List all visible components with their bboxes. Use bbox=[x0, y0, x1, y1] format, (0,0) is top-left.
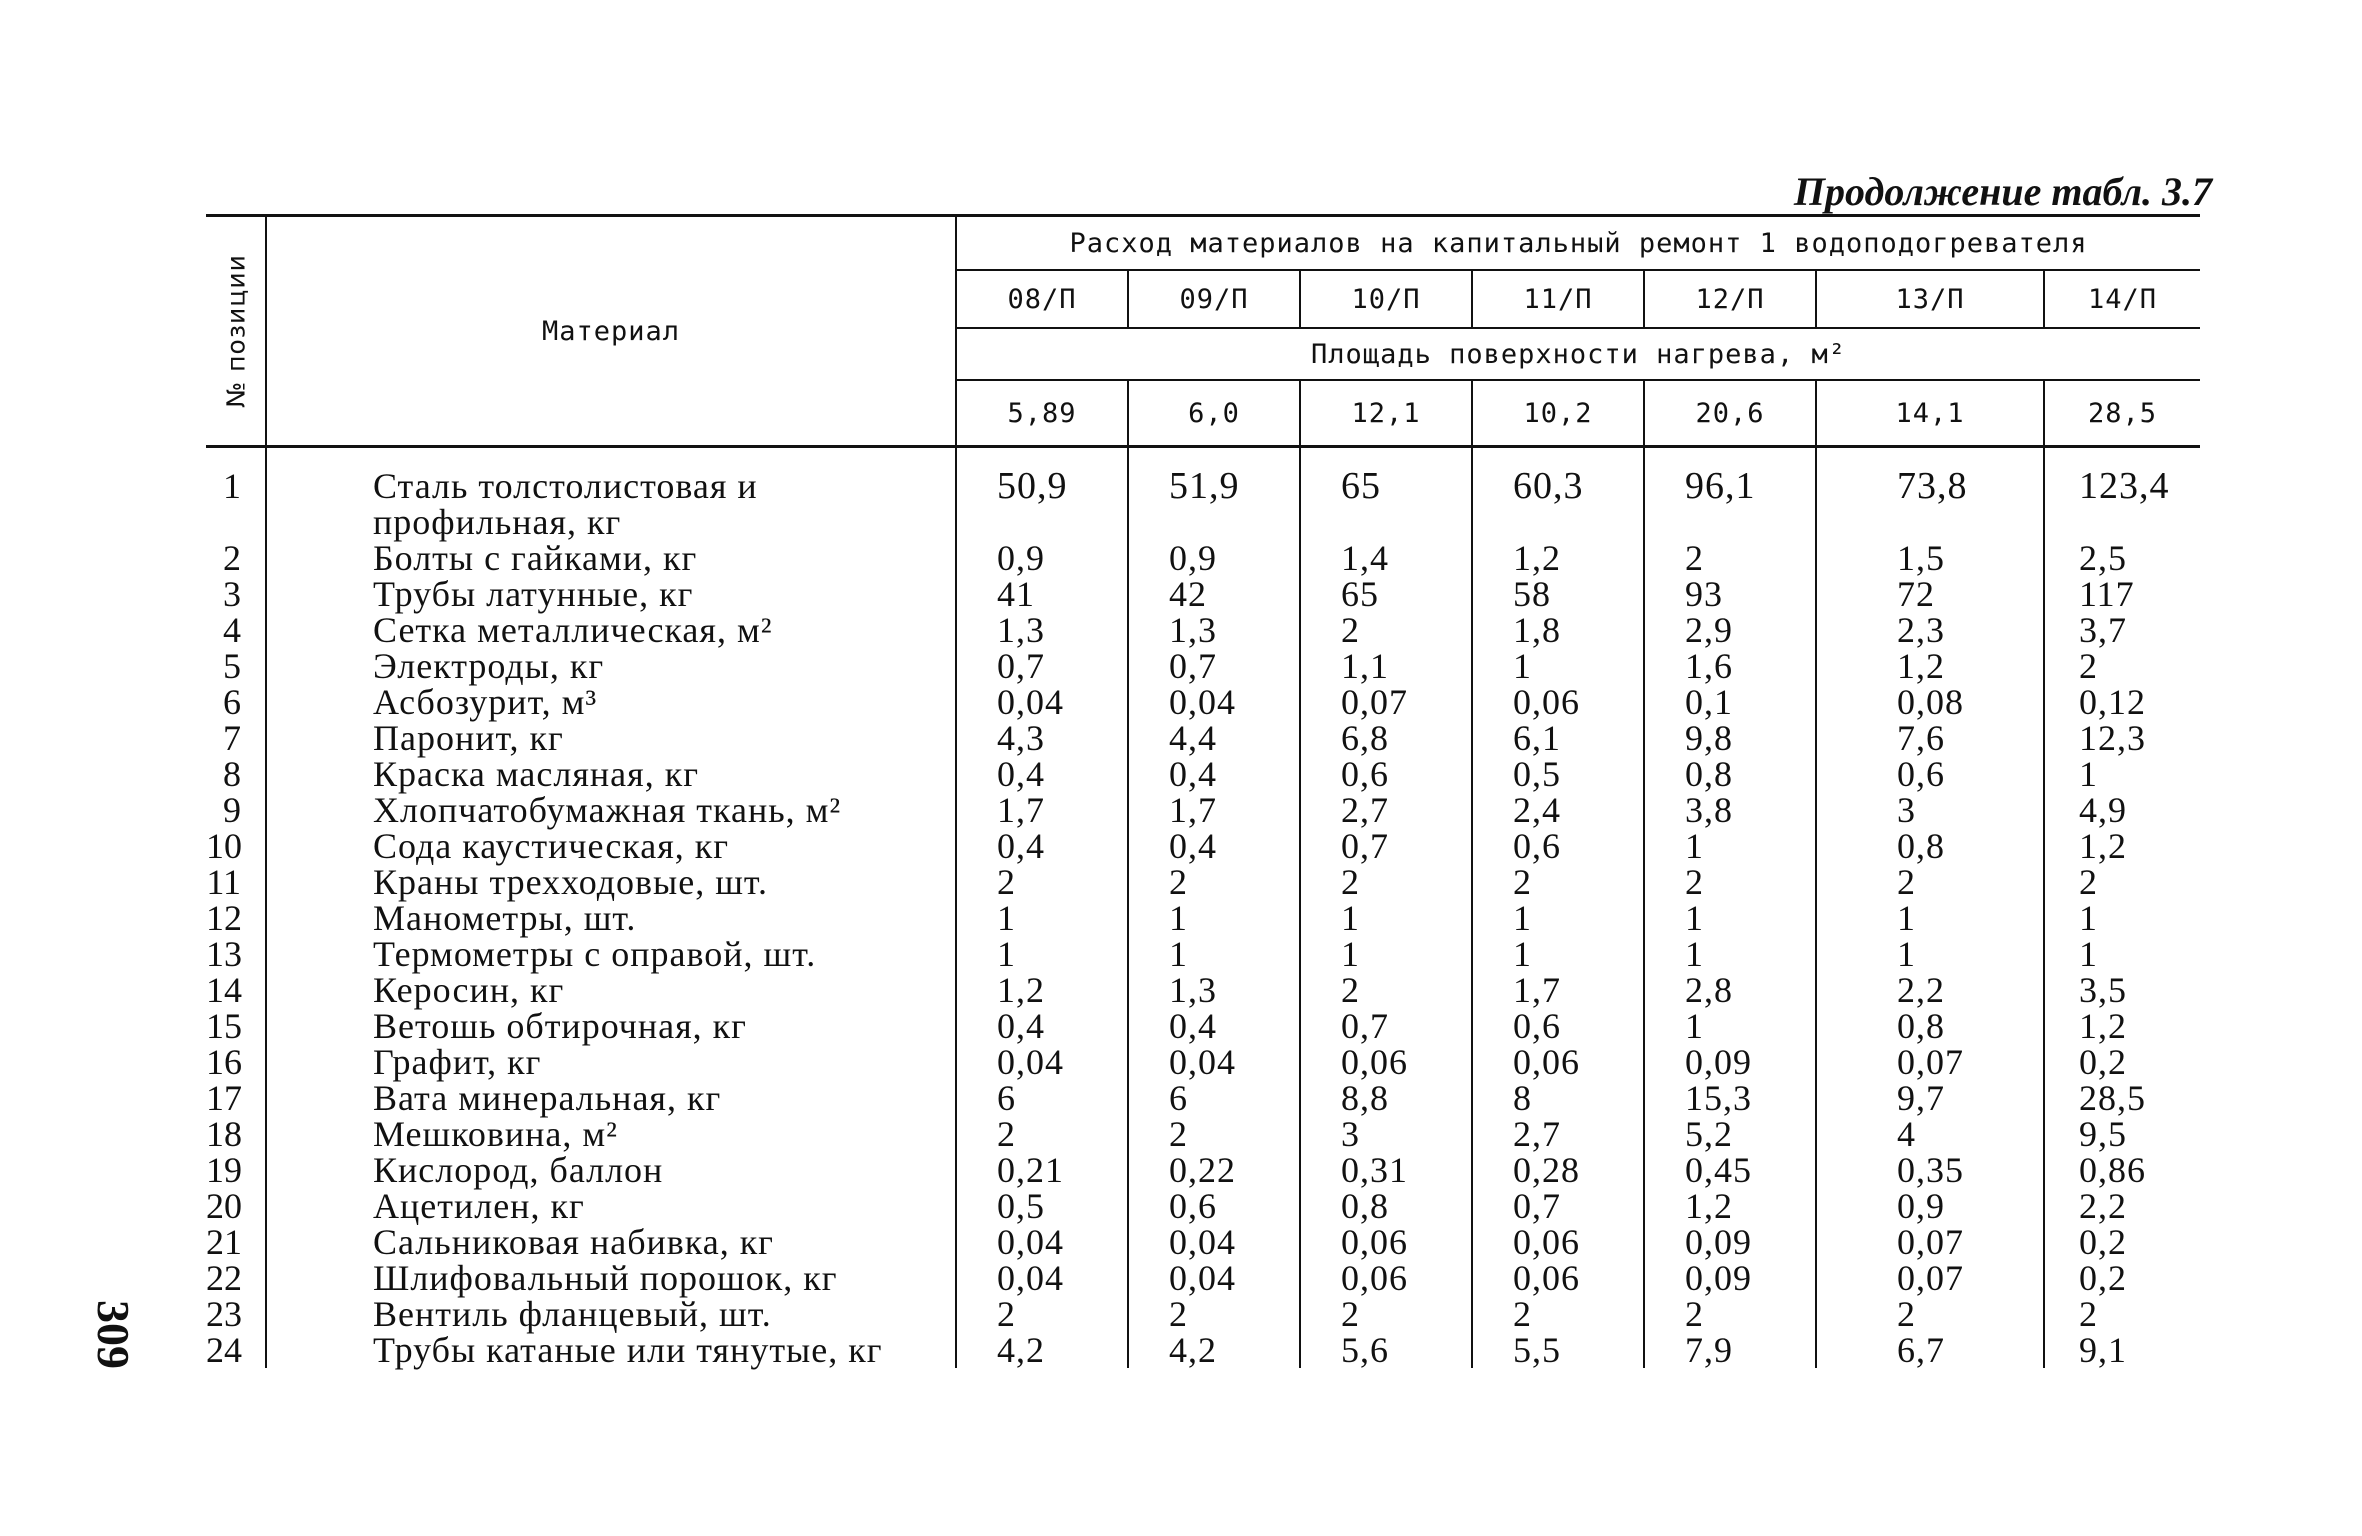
consumption-value: 0,4 bbox=[956, 756, 1128, 792]
consumption-value: 1,3 bbox=[956, 612, 1128, 648]
consumption-value: 1 bbox=[1300, 936, 1472, 972]
material-name: Мешковина, м² bbox=[266, 1116, 956, 1152]
consumption-value: 1,2 bbox=[1644, 1188, 1816, 1224]
position-number: 24 bbox=[206, 1332, 266, 1368]
consumption-value: 0,6 bbox=[1472, 828, 1644, 864]
consumption-value: 15,3 bbox=[1644, 1080, 1816, 1116]
table-row bbox=[206, 1260, 2200, 1296]
consumption-value: 1 bbox=[1472, 648, 1644, 684]
consumption-value: 0,6 bbox=[1300, 756, 1472, 792]
model-header: 09/П bbox=[1128, 270, 1300, 328]
consumption-value: 1,3 bbox=[1128, 612, 1300, 648]
consumption-value: 0,04 bbox=[956, 1044, 1128, 1080]
consumption-value: 8,8 bbox=[1300, 1080, 1472, 1116]
consumption-value: 0,21 bbox=[956, 1152, 1128, 1188]
table-row bbox=[206, 720, 2200, 756]
consumption-value: 2 bbox=[1128, 1116, 1300, 1152]
consumption-value: 0,07 bbox=[1300, 684, 1472, 720]
model-header: 08/П bbox=[956, 270, 1128, 328]
consumption-value: 0,08 bbox=[1816, 684, 2044, 720]
material-name: Болты с гайками, кг bbox=[266, 540, 956, 576]
consumption-value: 1 bbox=[956, 936, 1128, 972]
consumption-value: 2,2 bbox=[2079, 1186, 2127, 1226]
consumption-value: 0,5 bbox=[956, 1188, 1128, 1224]
material-name: Ацетилен, кг bbox=[266, 1188, 956, 1224]
consumption-value: 2 bbox=[1300, 1296, 1472, 1332]
consumption-value: 1 bbox=[2079, 934, 2098, 974]
consumption-value: 12,3 bbox=[2079, 718, 2146, 758]
consumption-value: 3,5 bbox=[2079, 970, 2127, 1010]
material-name: Сода каустическая, кг bbox=[266, 828, 956, 864]
consumption-value: 6,8 bbox=[1300, 720, 1472, 756]
consumption-value: 72 bbox=[1816, 576, 2044, 612]
consumption-value: 1 bbox=[1816, 936, 2044, 972]
consumption-value: 50,9 bbox=[956, 447, 1128, 541]
consumption-value: 1 bbox=[956, 900, 1128, 936]
consumption-value: 1,2 bbox=[2079, 826, 2127, 866]
material-name: Графит, кг bbox=[266, 1044, 956, 1080]
consumption-value: 0,09 bbox=[1644, 1224, 1816, 1260]
consumption-value: 0,4 bbox=[1128, 828, 1300, 864]
consumption-value: 0,45 bbox=[1644, 1152, 1816, 1188]
position-number: 7 bbox=[206, 720, 266, 756]
consumption-value: 2 bbox=[956, 864, 1128, 900]
position-number: 13 bbox=[206, 936, 266, 972]
area-value: 12,1 bbox=[1300, 380, 1472, 447]
consumption-value: 1 bbox=[1472, 936, 1644, 972]
consumption-value: 4 bbox=[1816, 1116, 2044, 1152]
consumption-value: 3 bbox=[1300, 1116, 1472, 1152]
consumption-value: 93 bbox=[1644, 576, 1816, 612]
consumption-value: 2 bbox=[1472, 864, 1644, 900]
consumption-value: 28,5 bbox=[2079, 1078, 2146, 1118]
position-number: 3 bbox=[206, 576, 266, 612]
consumption-value: 0,8 bbox=[1816, 1008, 2044, 1044]
consumption-value: 1 bbox=[1128, 900, 1300, 936]
consumption-value: 0,06 bbox=[1472, 684, 1644, 720]
table-row bbox=[206, 828, 2200, 864]
consumption-value: 1 bbox=[1816, 900, 2044, 936]
position-number: 5 bbox=[206, 648, 266, 684]
consumption-value: 0,4 bbox=[956, 1008, 1128, 1044]
consumption-value: 7,9 bbox=[1644, 1332, 1816, 1368]
consumption-value: 0,07 bbox=[1816, 1260, 2044, 1296]
position-number: 17 bbox=[206, 1080, 266, 1116]
consumption-value: 3 bbox=[1816, 792, 2044, 828]
consumption-value: 0,2 bbox=[2079, 1042, 2127, 1082]
position-number: 14 bbox=[206, 972, 266, 1008]
material-name: Вентиль фланцевый, шт. bbox=[266, 1296, 956, 1332]
consumption-value: 0,09 bbox=[1644, 1260, 1816, 1296]
consumption-value: 0,2 bbox=[2079, 1222, 2127, 1262]
consumption-value: 65 bbox=[1300, 447, 1472, 541]
consumption-value: 1 bbox=[1644, 936, 1816, 972]
table-row bbox=[206, 1188, 2200, 1224]
model-header: 14/П bbox=[2044, 270, 2200, 328]
table-body bbox=[206, 447, 2200, 1369]
position-number: 23 bbox=[206, 1296, 266, 1332]
material-name: Ветошь обтирочная, кг bbox=[266, 1008, 956, 1044]
consumption-value: 2,8 bbox=[1644, 972, 1816, 1008]
consumption-value: 0,4 bbox=[1128, 1008, 1300, 1044]
material-name: Хлопчатобумажная ткань, м² bbox=[266, 792, 956, 828]
table-row bbox=[206, 576, 2200, 612]
consumption-value: 123,4 bbox=[2079, 465, 2170, 507]
area-value: 14,1 bbox=[1816, 380, 2044, 447]
consumption-value: 0,1 bbox=[1644, 684, 1816, 720]
consumption-value: 2,9 bbox=[1644, 612, 1816, 648]
consumption-value: 0,9 bbox=[956, 540, 1128, 576]
consumption-value: 2 bbox=[1300, 864, 1472, 900]
material-name: Краны трехходовые, шт. bbox=[266, 864, 956, 900]
consumption-value: 2 bbox=[1816, 1296, 2044, 1332]
consumption-value: 0,07 bbox=[1816, 1044, 2044, 1080]
table-row bbox=[206, 900, 2200, 936]
position-number: 9 bbox=[206, 792, 266, 828]
consumption-value: 65 bbox=[1300, 576, 1472, 612]
consumption-value: 4,2 bbox=[956, 1332, 1128, 1368]
consumption-value: 9,7 bbox=[1816, 1080, 2044, 1116]
consumption-value: 2 bbox=[1644, 1296, 1816, 1332]
consumption-value: 0,06 bbox=[1472, 1044, 1644, 1080]
table-row bbox=[206, 447, 2200, 541]
material-name: Паронит, кг bbox=[266, 720, 956, 756]
position-number: 20 bbox=[206, 1188, 266, 1224]
area-value: 5,89 bbox=[956, 380, 1128, 447]
consumption-value: 2 bbox=[1472, 1296, 1644, 1332]
consumption-value: 2 bbox=[956, 1296, 1128, 1332]
consumption-value: 0,04 bbox=[1128, 1224, 1300, 1260]
material-name: Асбозурит, м³ bbox=[266, 684, 956, 720]
heating-area-header: Площадь поверхности нагрева, м² bbox=[956, 328, 2200, 380]
consumption-value: 2,7 bbox=[1472, 1116, 1644, 1152]
consumption-value: 7,6 bbox=[1816, 720, 2044, 756]
consumption-value: 2,5 bbox=[2079, 538, 2127, 578]
position-number: 11 bbox=[206, 864, 266, 900]
consumption-value: 9,8 bbox=[1644, 720, 1816, 756]
material-name: Термометры с оправой, шт. bbox=[266, 936, 956, 972]
position-number: 15 bbox=[206, 1008, 266, 1044]
consumption-value: 0,06 bbox=[1300, 1044, 1472, 1080]
position-number: 1 bbox=[206, 447, 266, 541]
table-row bbox=[206, 1080, 2200, 1116]
material-name: Сальниковая набивка, кг bbox=[266, 1224, 956, 1260]
consumption-value: 1,7 bbox=[1128, 792, 1300, 828]
consumption-value: 0,5 bbox=[1472, 756, 1644, 792]
consumption-value: 58 bbox=[1472, 576, 1644, 612]
consumption-value: 0,28 bbox=[1472, 1152, 1644, 1188]
consumption-value: 0,04 bbox=[956, 1224, 1128, 1260]
consumption-value: 0,8 bbox=[1300, 1188, 1472, 1224]
consumption-value: 0,6 bbox=[1128, 1188, 1300, 1224]
consumption-value: 0,04 bbox=[956, 1260, 1128, 1296]
consumption-value: 2 bbox=[1816, 864, 2044, 900]
material-name: Вата минеральная, кг bbox=[266, 1080, 956, 1116]
table-row bbox=[206, 1332, 2200, 1368]
model-header: 12/П bbox=[1644, 270, 1816, 328]
consumption-value: 0,04 bbox=[1128, 1044, 1300, 1080]
consumption-value: 9,5 bbox=[2079, 1114, 2127, 1154]
consumption-value: 1,5 bbox=[1816, 540, 2044, 576]
consumption-value: 1,1 bbox=[1300, 648, 1472, 684]
consumption-value: 0,09 bbox=[1644, 1044, 1816, 1080]
model-header: 13/П bbox=[1816, 270, 2044, 328]
consumption-value: 1,6 bbox=[1644, 648, 1816, 684]
page-number: 309 bbox=[88, 1300, 139, 1369]
consumption-value: 51,9 bbox=[1128, 447, 1300, 541]
consumption-value: 0,8 bbox=[1644, 756, 1816, 792]
consumption-value: 3,8 bbox=[1644, 792, 1816, 828]
consumption-value: 4,9 bbox=[2079, 790, 2127, 830]
consumption-value: 0,35 bbox=[1816, 1152, 2044, 1188]
consumption-value: 1 bbox=[1128, 936, 1300, 972]
consumption-value: 1,2 bbox=[1816, 648, 2044, 684]
consumption-value: 2 bbox=[1300, 972, 1472, 1008]
position-number: 18 bbox=[206, 1116, 266, 1152]
position-number: 8 bbox=[206, 756, 266, 792]
consumption-value: 0,2 bbox=[2079, 1258, 2127, 1298]
consumption-value: 2,2 bbox=[1816, 972, 2044, 1008]
position-number: 10 bbox=[206, 828, 266, 864]
consumption-value: 0,6 bbox=[1816, 756, 2044, 792]
consumption-value: 5,6 bbox=[1300, 1332, 1472, 1368]
model-header: 11/П bbox=[1472, 270, 1644, 328]
consumption-value: 5,5 bbox=[1472, 1332, 1644, 1368]
table-row bbox=[206, 792, 2200, 828]
area-value: 28,5 bbox=[2044, 380, 2200, 447]
consumption-value: 2 bbox=[2079, 862, 2098, 902]
material-name: Сетка металлическая, м² bbox=[266, 612, 956, 648]
consumption-value: 2 bbox=[2079, 1294, 2098, 1334]
consumption-value: 2 bbox=[1644, 864, 1816, 900]
table-row bbox=[206, 648, 2200, 684]
consumption-value: 0,22 bbox=[1128, 1152, 1300, 1188]
consumption-value: 41 bbox=[956, 576, 1128, 612]
consumption-value: 6 bbox=[1128, 1080, 1300, 1116]
consumption-value: 1,7 bbox=[1472, 972, 1644, 1008]
consumption-value: 2 bbox=[1128, 1296, 1300, 1332]
table-row bbox=[206, 936, 2200, 972]
consumption-value: 4,2 bbox=[1128, 1332, 1300, 1368]
position-number: 22 bbox=[206, 1260, 266, 1296]
consumption-value: 0,7 bbox=[956, 648, 1128, 684]
consumption-value: 1 bbox=[1300, 900, 1472, 936]
table-row bbox=[206, 1008, 2200, 1044]
consumption-value: 0,4 bbox=[1128, 756, 1300, 792]
consumption-value: 1 bbox=[1644, 900, 1816, 936]
consumption-value: 0,04 bbox=[956, 684, 1128, 720]
consumption-value: 96,1 bbox=[1644, 447, 1816, 541]
consumption-value: 1 bbox=[1472, 900, 1644, 936]
consumption-value: 6,7 bbox=[1816, 1332, 2044, 1368]
consumption-value: 2 bbox=[1300, 612, 1472, 648]
material-name: Манометры, шт. bbox=[266, 900, 956, 936]
table-caption: Продолжение табл. 3.7 bbox=[1793, 169, 2212, 214]
consumption-value: 1 bbox=[1644, 1008, 1816, 1044]
consumption-value: 8 bbox=[1472, 1080, 1644, 1116]
table-row bbox=[206, 756, 2200, 792]
consumption-value: 0,06 bbox=[1300, 1224, 1472, 1260]
consumption-value: 1,3 bbox=[1128, 972, 1300, 1008]
materials-table bbox=[206, 214, 2200, 1368]
consumption-value: 0,7 bbox=[1300, 828, 1472, 864]
position-number-header: № позиции bbox=[206, 216, 266, 447]
consumption-value: 0,04 bbox=[1128, 684, 1300, 720]
material-name: Кислород, баллон bbox=[266, 1152, 956, 1188]
consumption-value: 2 bbox=[1128, 864, 1300, 900]
table-row bbox=[206, 864, 2200, 900]
material-name: Сталь толстолистовая и профильная, кг bbox=[266, 447, 956, 541]
material-name: Шлифовальный порошок, кг bbox=[266, 1260, 956, 1296]
material-name: Краска масляная, кг bbox=[266, 756, 956, 792]
area-value: 6,0 bbox=[1128, 380, 1300, 447]
area-value: 20,6 bbox=[1644, 380, 1816, 447]
consumption-value: 0,4 bbox=[956, 828, 1128, 864]
position-number: 2 bbox=[206, 540, 266, 576]
consumption-value: 0,86 bbox=[2079, 1150, 2146, 1190]
position-number: 12 bbox=[206, 900, 266, 936]
table-row bbox=[206, 684, 2200, 720]
consumption-value: 5,2 bbox=[1644, 1116, 1816, 1152]
consumption-value: 42 bbox=[1128, 576, 1300, 612]
consumption-value: 4,4 bbox=[1128, 720, 1300, 756]
consumption-value: 1 bbox=[2079, 898, 2098, 938]
table-row bbox=[206, 1152, 2200, 1188]
position-number: 6 bbox=[206, 684, 266, 720]
consumption-value: 4,3 bbox=[956, 720, 1128, 756]
consumption-value: 0,31 bbox=[1300, 1152, 1472, 1188]
table-row bbox=[206, 612, 2200, 648]
table-row bbox=[206, 540, 2200, 576]
position-number: 4 bbox=[206, 612, 266, 648]
consumption-value: 0,7 bbox=[1300, 1008, 1472, 1044]
position-number: 16 bbox=[206, 1044, 266, 1080]
consumption-value: 117 bbox=[2079, 574, 2135, 614]
consumption-value: 0,06 bbox=[1300, 1260, 1472, 1296]
consumption-value: 1,2 bbox=[1472, 540, 1644, 576]
consumption-value: 0,12 bbox=[2079, 682, 2146, 722]
position-number: 19 bbox=[206, 1152, 266, 1188]
table-row bbox=[206, 972, 2200, 1008]
consumption-value: 1,2 bbox=[2079, 1006, 2127, 1046]
consumption-value: 1 bbox=[1644, 828, 1816, 864]
table-row bbox=[206, 1044, 2200, 1080]
consumption-value: 2,4 bbox=[1472, 792, 1644, 828]
consumption-value: 2 bbox=[1644, 540, 1816, 576]
consumption-value: 6,1 bbox=[1472, 720, 1644, 756]
consumption-value: 0,7 bbox=[1128, 648, 1300, 684]
consumption-value: 9,1 bbox=[2079, 1330, 2127, 1370]
area-value: 10,2 bbox=[1472, 380, 1644, 447]
table-row bbox=[206, 1116, 2200, 1152]
consumption-value: 0,6 bbox=[1472, 1008, 1644, 1044]
table-row bbox=[206, 1296, 2200, 1332]
consumption-value: 1,8 bbox=[1472, 612, 1644, 648]
consumption-value: 0,04 bbox=[1128, 1260, 1300, 1296]
consumption-value: 0,9 bbox=[1816, 1188, 2044, 1224]
consumption-value: 60,3 bbox=[1472, 447, 1644, 541]
consumption-value: 2 bbox=[956, 1116, 1128, 1152]
consumption-value: 1,4 bbox=[1300, 540, 1472, 576]
consumption-value: 1 bbox=[2079, 754, 2098, 794]
material-name: Электроды, кг bbox=[266, 648, 956, 684]
consumption-value: 2,3 bbox=[1816, 612, 2044, 648]
consumption-value: 1,7 bbox=[956, 792, 1128, 828]
consumption-value: 73,8 bbox=[1816, 447, 2044, 541]
consumption-value: 1,2 bbox=[956, 972, 1128, 1008]
material-header: Материал bbox=[266, 216, 956, 447]
consumption-value: 2 bbox=[2079, 646, 2098, 686]
position-number: 21 bbox=[206, 1224, 266, 1260]
material-name: Керосин, кг bbox=[266, 972, 956, 1008]
consumption-group-header: Расход материалов на капитальный ремонт 1 водоподогревателя bbox=[956, 216, 2200, 271]
consumption-value: 6 bbox=[956, 1080, 1128, 1116]
table-row bbox=[206, 1224, 2200, 1260]
consumption-value: 0,8 bbox=[1816, 828, 2044, 864]
consumption-value: 0,06 bbox=[1472, 1260, 1644, 1296]
material-name: Трубы катаные или тянутые, кг bbox=[266, 1332, 956, 1368]
consumption-value: 0,07 bbox=[1816, 1224, 2044, 1260]
material-name: Трубы латунные, кг bbox=[266, 576, 956, 612]
consumption-value: 2,7 bbox=[1300, 792, 1472, 828]
model-header: 10/П bbox=[1300, 270, 1472, 328]
consumption-value: 0,06 bbox=[1472, 1224, 1644, 1260]
consumption-value: 0,9 bbox=[1128, 540, 1300, 576]
consumption-value: 3,7 bbox=[2079, 610, 2127, 650]
consumption-value: 0,7 bbox=[1472, 1188, 1644, 1224]
